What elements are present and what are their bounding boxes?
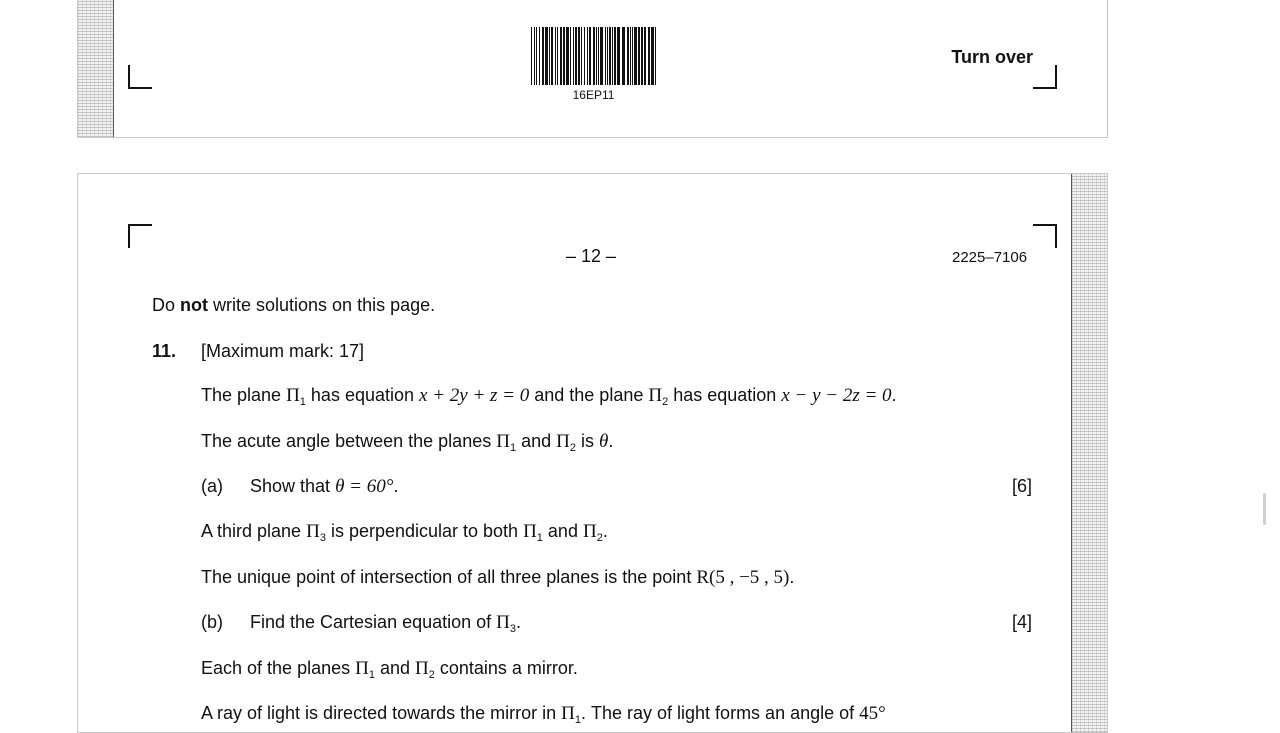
- page-number: – 12 –: [566, 246, 617, 266]
- part-a-marks: [6]: [1012, 476, 1033, 496]
- crop-mark-top-left: [128, 224, 152, 248]
- barcode-text: 16EP11: [572, 88, 615, 102]
- barcode: [531, 27, 656, 85]
- ray-of-light-line: A ray of light is directed towards the mirror in $\Pi_1$. The ray of light forms an angle of 45°: [201, 703, 886, 726]
- max-mark: [Maximum mark: 17]: [201, 341, 365, 361]
- third-plane-line: A third plane $\Pi_3$ is perpendicular to both $\Pi_1$ and $\Pi_2$.: [201, 521, 608, 544]
- crop-mark-bottom-right: [1033, 65, 1057, 89]
- mirror-line: Each of the planes $\Pi_1$ and $\Pi_2$ contains a mirror.: [201, 658, 578, 681]
- right-margin-hatch: [1071, 174, 1107, 732]
- plane-equations-line: The plane $\Pi_1$ has equation x + 2y + z = 0 and the plane $\Pi_2$ has equation x − y − 2z = 0.: [201, 385, 897, 408]
- part-b-text: Find the Cartesian equation of $\Pi_3$.: [250, 612, 522, 635]
- paper-code: 2225–7106: [952, 249, 1028, 266]
- part-b-marks: [4]: [1012, 612, 1033, 632]
- acute-angle-line: The acute angle between the planes $\Pi_1$ and $\Pi_2$ is θ.: [201, 431, 614, 454]
- intersection-point-line: The unique point of intersection of all three planes is the point R(5 , −5 , 5).: [201, 567, 795, 588]
- turn-over-label: Turn over: [951, 47, 1033, 67]
- instruction-text: Do not write solutions on this page.: [152, 295, 436, 315]
- part-a-text: Show that θ = 60°.: [250, 476, 399, 497]
- question-number: 11.: [152, 341, 177, 361]
- part-b-label: (b): [201, 612, 223, 632]
- crop-mark-bottom-left: [128, 65, 152, 89]
- left-margin-hatch: [78, 0, 114, 137]
- previous-page: [77, 0, 1108, 138]
- crop-mark-top-right: [1033, 224, 1057, 248]
- scrollbar-thumb[interactable]: [1263, 493, 1266, 525]
- exam-page: [77, 173, 1108, 733]
- part-a-label: (a): [201, 476, 223, 496]
